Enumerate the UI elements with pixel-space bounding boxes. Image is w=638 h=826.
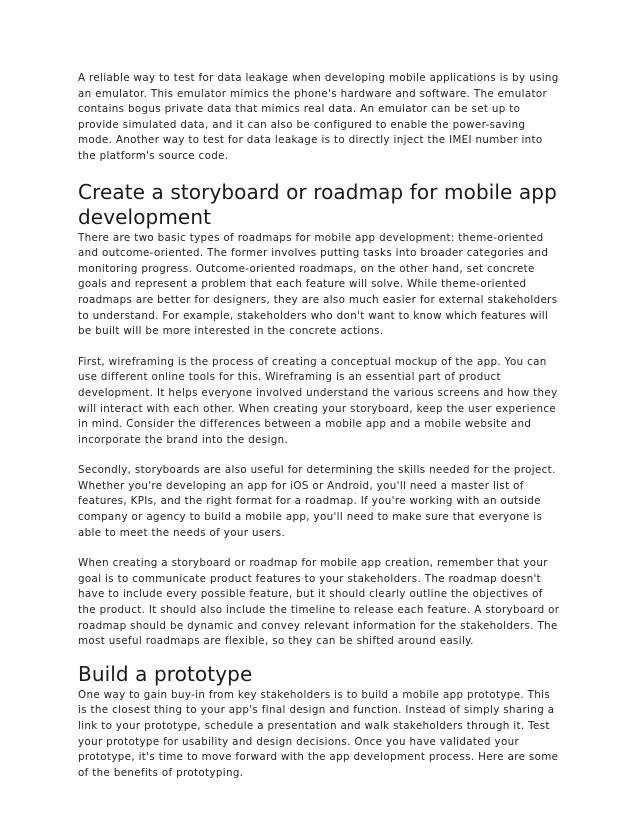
storyboard-paragraph-2: First, wireframing is the process of creating a conceptual mockup of the app. You can use different online tools for this. Wireframing is an essential part of product development. It helps everyone involved understand the various screens and how they will interact with each other. When creating your storyboard, keep the user experience in mind. Consider the differences between a mobile app and a mobile website and incorporate the brand into the design. [78,355,558,446]
section-heading-storyboard: Create a storyboard or roadmap for mobile app development [78,179,557,229]
storyboard-paragraph-1: There are two basic types of roadmaps for mobile app development: theme-oriented and outcome-oriented. The former involves putting tasks into broader categories and monitoring progress. Outcome-oriented roadmaps, on the other hand, set concrete goals and represent a problem that each feature will solve. While theme-oriented roadmaps are better for designers, they are also much easier for external stakeholders to understand. For example, stakeholders who don't want to know which features will be built will be more interested in the concrete actions. [78,231,558,338]
prototype-paragraph-1: One way to gain buy-in from key stakeholders is to build a mobile app prototype. This is the closest thing to your app's final design and function. Instead of simply sharing a link to your prototype, schedule a presentation and walk stakeholders through it. Test your prototype for usability and design decisions. Once you have validated your prototype, it's time to move forward with the app development process. Here are some of the benefits of prototyping. [78,688,559,779]
document-page [78,71,562,781]
storyboard-paragraph-4: When creating a storyboard or roadmap for mobile app creation, remember that your goal is to communicate product features to your stakeholders. The roadmap doesn't have to include every possible feature, but it should clearly outline the objectives of the product. It should also include the timeline to release each feature. A storyboard or roadmap should be dynamic and convey relevant information for the stakeholders. The most useful roadmaps are flexible, so they can be shifted around easily. [78,557,560,648]
section-heading-prototype: Build a prototype [78,661,253,686]
storyboard-paragraph-3: Secondly, storyboards are also useful for determining the skills needed for the project. Whether you're developing an app for iOS or Android, you'll need a master list of features, KPIs, and the right format for a roadmap. If you're working with an outside company or agency to build a mobile app, you'll need to make sure that everyone is able to meet the needs of your users. [78,464,556,539]
intro-paragraph: A reliable way to test for data leakage when developing mobile applications is by using an emulator. This emulator mimics the phone's hardware and software. The emulator contains bogus private data that mimics real data. An emulator can be set up to provide simulated data, and it can also be configured to enable the power-saving mode. Another way to test for data leakage is to directly inject the IMEI number into the platform's source code. [78,72,559,162]
